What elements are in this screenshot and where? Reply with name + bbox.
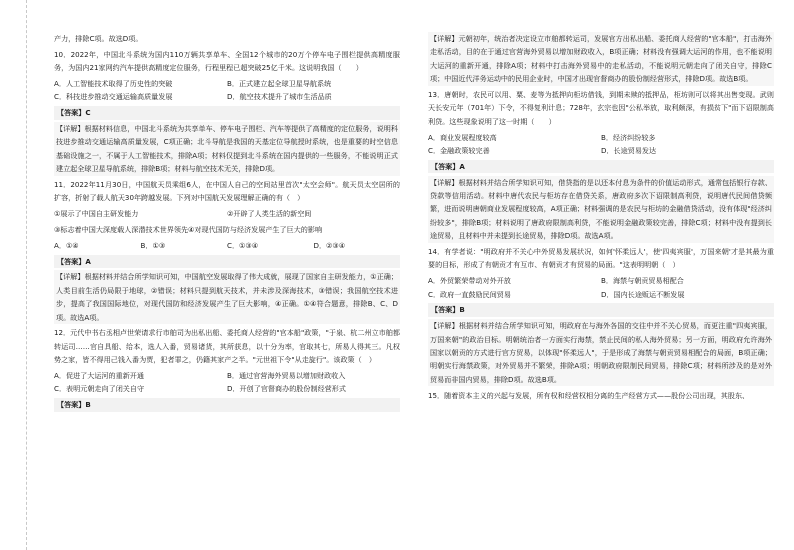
q14-option-d: D．国内长途贩运不断发展: [601, 289, 685, 299]
q11-option-d: D．②③④: [313, 240, 346, 250]
q13-options: [428, 131, 774, 158]
q10-option-a: A．人工智能技术取得了历史性的突破: [54, 79, 173, 88]
q13-option-c: C．金融政策较完善: [428, 146, 490, 156]
left-column: [54, 32, 400, 540]
q15-stem: 15．随着资本主义的兴起与发展，所有权和经营权相分离的生产经营方式——股份公司出现，其股东、: [428, 390, 750, 400]
q12-option-a: A．促进了大运河的重新开通: [54, 371, 144, 381]
q11-statements: [54, 207, 400, 220]
q13-option-d: D．长途贸易发达: [601, 146, 657, 156]
q11-explain: 【详解】根据材料并结合所学知识可知，中国航空发展取得了伟大成就，展现了国家自主研发能力，①正确；人类目前生活仍局限于地球，②错误；材料只提到航天技术，并未涉及深海技术，③错误；我国航空技术进步，提高了我国国际地位，对现代国防和经济发展产生了巨大影响，④正确。①④符合题意，排除B、C、D项。故选A项。: [54, 270, 400, 324]
q11-option-c: C．①③④: [227, 240, 259, 250]
q12-stem: 12．元代中书右丞相卢世荣请求行市舶司为出私出船、委托商人经营的"官本船"政策，"于泉、杭二州立市舶都转运司……官自具船、给本，选人入番，贸易诸货，其所获息，以十分为率，官取其七，所易人得其三。凡权势之家，皆不得用己钱入番为贾，犯者罪之，仍籍其家产之半。"元世祖下令"从走旋行"。该政策（ ）: [54, 328, 400, 365]
q11-option-b: B．①③: [140, 240, 166, 250]
q14-explain: 【详解】根据材料并结合所学知识可知，明政府在与海外各国的交往中并不关心贸易，而更注重"四夷宾服，万国来朝"的政治目标。明朝统治者一方面实行海禁，禁止民间的私人海外贸易；另一方面，明政府允许海外国家以朝贡的方式进行官方贸易，以体现"怀柔远人"，于是形成了海禁与朝贡贸易相配合的局面，B项正确；明朝实行海禁政策，对外贸易并不繁荣，排除A项；明朝政府限制民间贸易，排除C项；材料所涉及的是对外贸易而非国内贸易，排除D项。故选B项。: [428, 319, 774, 386]
prev-explain-tail: 产力，排除C项。故选D项。: [54, 34, 143, 43]
q13-option-a: A．商业发展程度较高: [428, 132, 497, 142]
q11-statement-2: ②开辟了人类生活的新空间: [227, 209, 312, 219]
q14-answer: 【答案】B: [428, 303, 774, 316]
q11-answer: 【答案】A: [54, 255, 400, 268]
q13-stem: 13．唐朝时，农民可以用、粟、麦等为抵押向柜坊借钱，到期未赎的抵押品，柜坊则可以将其出售变现。武则天长安元年（701年）下令，不得复利计息；728年，玄宗也因"公私举放，取利颇深，有损贫下"而下诏限制高利贷。这些现象说明了这一时期（ ）: [428, 90, 774, 126]
q10-option-d: D．航空技术提升了城市生活品质: [227, 92, 332, 102]
q10-explain: 【详解】根据材料信息，中国北斗系统为共享单车、停车电子围栏、汽车等提供了高精度的定位服务，说明科技进步推动交通运输高质量发展，C项正确；北斗导航是我国的天基定位导航授时系统，也是重要的时空信息基础设施之一，不属于人工智能技术，排除A项；材料仅提到北斗系统在国内提供的一些服务，不能说明正式建立起全球卫星导航系统，排除B项；材料与航空技术无关，排除D项。: [54, 122, 400, 176]
q11-stem: 11．2022年11月30日，中国航天员乘组6人，在中国人自己的空间站里首次"太空会师"。航天员太空居所的扩容，折射了载人航天30年跨越发展。下列对中国航天发展理解正确的有（ ）: [54, 180, 400, 203]
q13-explain: 【详解】根据材料并结合所学知识可知，借贷指的是以还本付息为条件的价值运动形式，通常包括银行存款、贷款等信用活动。材料中唐代农民与柜坊存在借贷关系，唐政府多次下诏限制高利贷，说明唐代民间借贷频繁，进而说明唐朝商业发展程度较高，A项正确；材料强调的是农民与柜坊的金融借贷活动，没有体现"经济纠纷较多"，排除B项；材料说明了唐政府限制高利贷，不能说明金融政策较完善，排除C项；材料中没有提到长途贸易，且材料中并未提到长途贸易，排除D项。故选A项。: [428, 176, 774, 243]
binding-line: [26, 0, 27, 550]
q10-stem: 10．2022年，中国北斗系统为国内110万辆共享单车、全国12个城市的20万个停车电子围栏提供高精度服务，为国内21家网约汽车提供高精度定位服务，行程里程已超突破25亿千米。这说明我国（ ）: [54, 49, 400, 73]
q13-answer: 【答案】A: [428, 160, 774, 173]
q12-answer: 【答案】B: [54, 398, 400, 411]
q12-option-b: B．通过官营海外贸易以增加财政收入: [227, 371, 346, 381]
q10-options: [54, 77, 400, 104]
q10-option-b: B．正式建立起全球卫星导航系统: [227, 79, 332, 88]
q12-option-c: C．表明元朝走向了闭关自守: [54, 384, 145, 394]
q14-option-a: A．外贸繁荣带动对外开放: [428, 276, 511, 286]
q12-explain: 【详解】元朝初年，统治者决定设立市舶都转运司，发展官方出私出船、委托商人经营的"官本船"，打击海外走私活动，目的在于通过官营海外贸易以增加财政收入，B项正确；材料没有强调大运河的作用，也不能说明大运河的重新开通，排除A项；材料中打击海外贸易中的走私活动，不能说明元朝走向了闭关自守，排除C项；中国近代洋务运动中的民用企业时，中国才出现官督商办的股份制经营形式，排除D项。故选B项。: [428, 32, 774, 86]
q12-option-d: D．开创了官督商办的股份制经营形式: [227, 384, 346, 394]
q10-option-c: C．科技进步推动交通运输高质量发展: [54, 92, 173, 102]
right-column: [428, 32, 774, 540]
q11-option-a: A．①④: [54, 240, 79, 250]
q14-stem: 14．有学者说："明政府并不关心中外贸易发展状况，如何'怀柔远人'，使'四夷宾服'，万国来朝'才是其最为重要的目标，形成了有朝贡才有互市、有朝贡才有贸易的局面。"这表明明朝（ ）: [428, 247, 774, 270]
q13-option-b: B．经济纠纷较多: [601, 132, 656, 142]
q14-option-c: C．政府一直鼓励民间贸易: [428, 289, 511, 299]
q11-statement-1: ①展示了中国自主研发能力: [54, 209, 139, 219]
q11-statement-3-4: ③标志着中国大深度载人深潜技术世界领先④对现代国防与经济发展产生了巨大的影响: [54, 225, 323, 235]
q14-options: [428, 274, 774, 301]
q10-answer: 【答案】C: [54, 106, 400, 119]
q12-options: [54, 369, 400, 396]
q11-options: [54, 239, 400, 252]
q14-option-b: B．海禁与朝贡贸易相配合: [601, 276, 684, 286]
